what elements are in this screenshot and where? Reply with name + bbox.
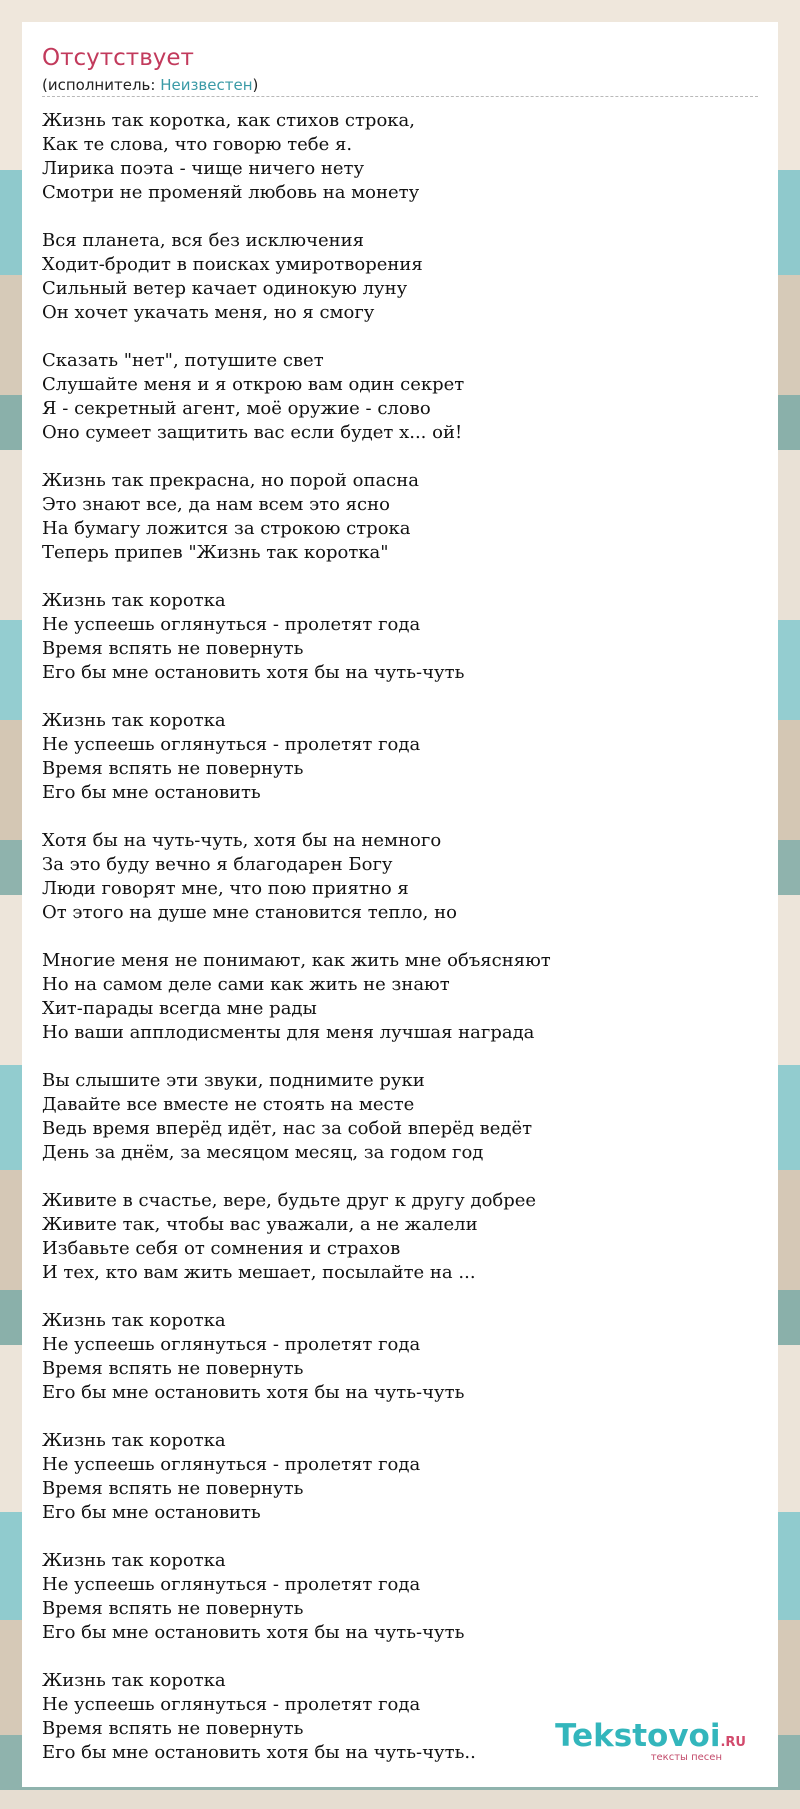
lyrics-line: Его бы мне остановить хотя бы на чуть-чуть — [42, 1622, 465, 1643]
lyrics-line: Время вспять не повернуть — [42, 1358, 304, 1379]
artist-suffix: ) — [252, 76, 259, 94]
song-title: Отсутствует — [42, 45, 194, 71]
lyrics-line: На бумагу ложится за строкою строка — [42, 518, 411, 539]
lyrics-line: Люди говорят мне, что пою приятно я — [42, 878, 409, 899]
lyrics-line: Это знают все, да нам всем это ясно — [42, 494, 390, 515]
lyrics-line: Ходит-бродит в поисках умиротворения — [42, 254, 423, 275]
lyrics-line: Многие меня не понимают, как жить мне объясняют — [42, 950, 551, 971]
lyrics-line: Его бы мне остановить хотя бы на чуть-чуть.. — [42, 1742, 476, 1763]
logo-brand: Tekstovoi — [555, 1718, 721, 1754]
lyrics-stanza — [42, 709, 758, 805]
artist-prefix: (исполнитель: — [42, 76, 161, 94]
lyrics-line: Живите так, чтобы вас уважали, а не жалели — [42, 1214, 478, 1235]
lyrics-line: Избавьте себя от сомнения и страхов — [42, 1238, 401, 1259]
artist-line — [42, 76, 758, 97]
lyrics-line: Жизнь так коротка — [42, 1310, 226, 1331]
lyrics-stanza — [42, 1429, 758, 1525]
lyrics-line: Смотри не променяй любовь на монету — [42, 182, 420, 203]
lyrics-line: Я - секретный агент, моё оружие - слово — [42, 398, 431, 419]
logo-tld: .RU — [720, 1735, 746, 1750]
lyrics-line: Время вспять не повернуть — [42, 1718, 304, 1739]
lyrics-line: Лирика поэта - чище ничего нету — [42, 158, 365, 179]
lyrics-line: Давайте все вместе не стоять на месте — [42, 1094, 415, 1115]
lyrics-line: Вы слышите эти звуки, поднимите руки — [42, 1070, 425, 1091]
lyrics-stanza — [42, 349, 758, 445]
lyrics-line: Но на самом деле сами как жить не знают — [42, 974, 450, 995]
lyrics-line: Жизнь так коротка, как стихов строка, — [42, 110, 415, 131]
lyrics-line: Жизнь так коротка — [42, 1670, 226, 1691]
lyrics-line: Жизнь так коротка — [42, 1550, 226, 1571]
lyrics-stanza — [42, 109, 758, 205]
lyrics-line: Жизнь так коротка — [42, 590, 226, 611]
lyrics-line: Ведь время вперёд идёт, нас за собой вперёд ведёт — [42, 1118, 533, 1139]
lyrics-line: Но ваши апплодисменты для меня лучшая награда — [42, 1022, 535, 1043]
lyrics-line: День за днём, за месяцом месяц, за годом год — [42, 1142, 484, 1163]
lyrics-line: Его бы мне остановить — [42, 1502, 261, 1523]
lyrics-line: Слушайте меня и я открою вам один секрет — [42, 374, 465, 395]
lyrics-line: Жизнь так прекрасна, но порой опасна — [42, 470, 419, 491]
lyrics-stanza — [42, 1549, 758, 1645]
lyrics-line: Вся планета, вся без исключения — [42, 230, 364, 251]
lyrics-line: Сильный ветер качает одинокую луну — [42, 278, 408, 299]
lyrics-line: Не успеешь оглянуться - пролетят года — [42, 734, 421, 755]
lyrics-line: Он хочет укачать меня, но я смогу — [42, 302, 375, 323]
lyrics-line: Время вспять не повернуть — [42, 1598, 304, 1619]
lyrics-line: Жизнь так коротка — [42, 710, 226, 731]
lyrics-line: Время вспять не повернуть — [42, 758, 304, 779]
lyrics-stanza — [42, 469, 758, 565]
lyrics-card — [22, 22, 778, 1787]
lyrics-stanza — [42, 1189, 758, 1285]
lyrics-stanza — [42, 949, 758, 1045]
lyrics-line: Его бы мне остановить хотя бы на чуть-чуть — [42, 662, 465, 683]
site-logo[interactable] — [555, 1720, 746, 1763]
artist-link[interactable]: Неизвестен — [160, 76, 253, 94]
lyrics-line: Время вспять не повернуть — [42, 638, 304, 659]
lyrics-line: Как те слова, что говорю тебе я. — [42, 134, 353, 155]
lyrics-stanza — [42, 1069, 758, 1165]
lyrics-line: За это буду вечно я благодарен Богу — [42, 854, 393, 875]
lyrics-body — [42, 109, 758, 1765]
lyrics-stanza — [42, 229, 758, 325]
logo-tagline: тексты песен — [650, 1752, 722, 1763]
lyrics-line: Не успеешь оглянуться - пролетят года — [42, 1574, 421, 1595]
lyrics-line: Хит-парады всегда мне рады — [42, 998, 317, 1019]
lyrics-line: Не успеешь оглянуться - пролетят года — [42, 1694, 421, 1715]
lyrics-stanza — [42, 589, 758, 685]
lyrics-line: Время вспять не повернуть — [42, 1478, 304, 1499]
lyrics-line: От этого на душе мне становится тепло, но — [42, 902, 457, 923]
lyrics-line: Хотя бы на чуть-чуть, хотя бы на немного — [42, 830, 442, 851]
lyrics-stanza — [42, 1309, 758, 1405]
lyrics-line: Не успеешь оглянуться - пролетят года — [42, 1454, 421, 1475]
lyrics-line: Его бы мне остановить хотя бы на чуть-чуть — [42, 1382, 465, 1403]
lyrics-line: Не успеешь оглянуться - пролетят года — [42, 614, 421, 635]
lyrics-line: Жизнь так коротка — [42, 1430, 226, 1451]
lyrics-line: Живите в счастье, вере, будьте друг к другу добрее — [42, 1190, 537, 1211]
lyrics-line: Теперь припев "Жизнь так коротка" — [42, 542, 389, 563]
lyrics-stanza — [42, 829, 758, 925]
lyrics-line: Не успеешь оглянуться - пролетят года — [42, 1334, 421, 1355]
lyrics-line: Его бы мне остановить — [42, 782, 261, 803]
lyrics-line: Сказать "нет", потушите свет — [42, 350, 324, 371]
lyrics-line: И тех, кто вам жить мешает, посылайте на ... — [42, 1262, 476, 1283]
lyrics-line: Оно сумеет защитить вас если будет х... ой! — [42, 422, 463, 443]
